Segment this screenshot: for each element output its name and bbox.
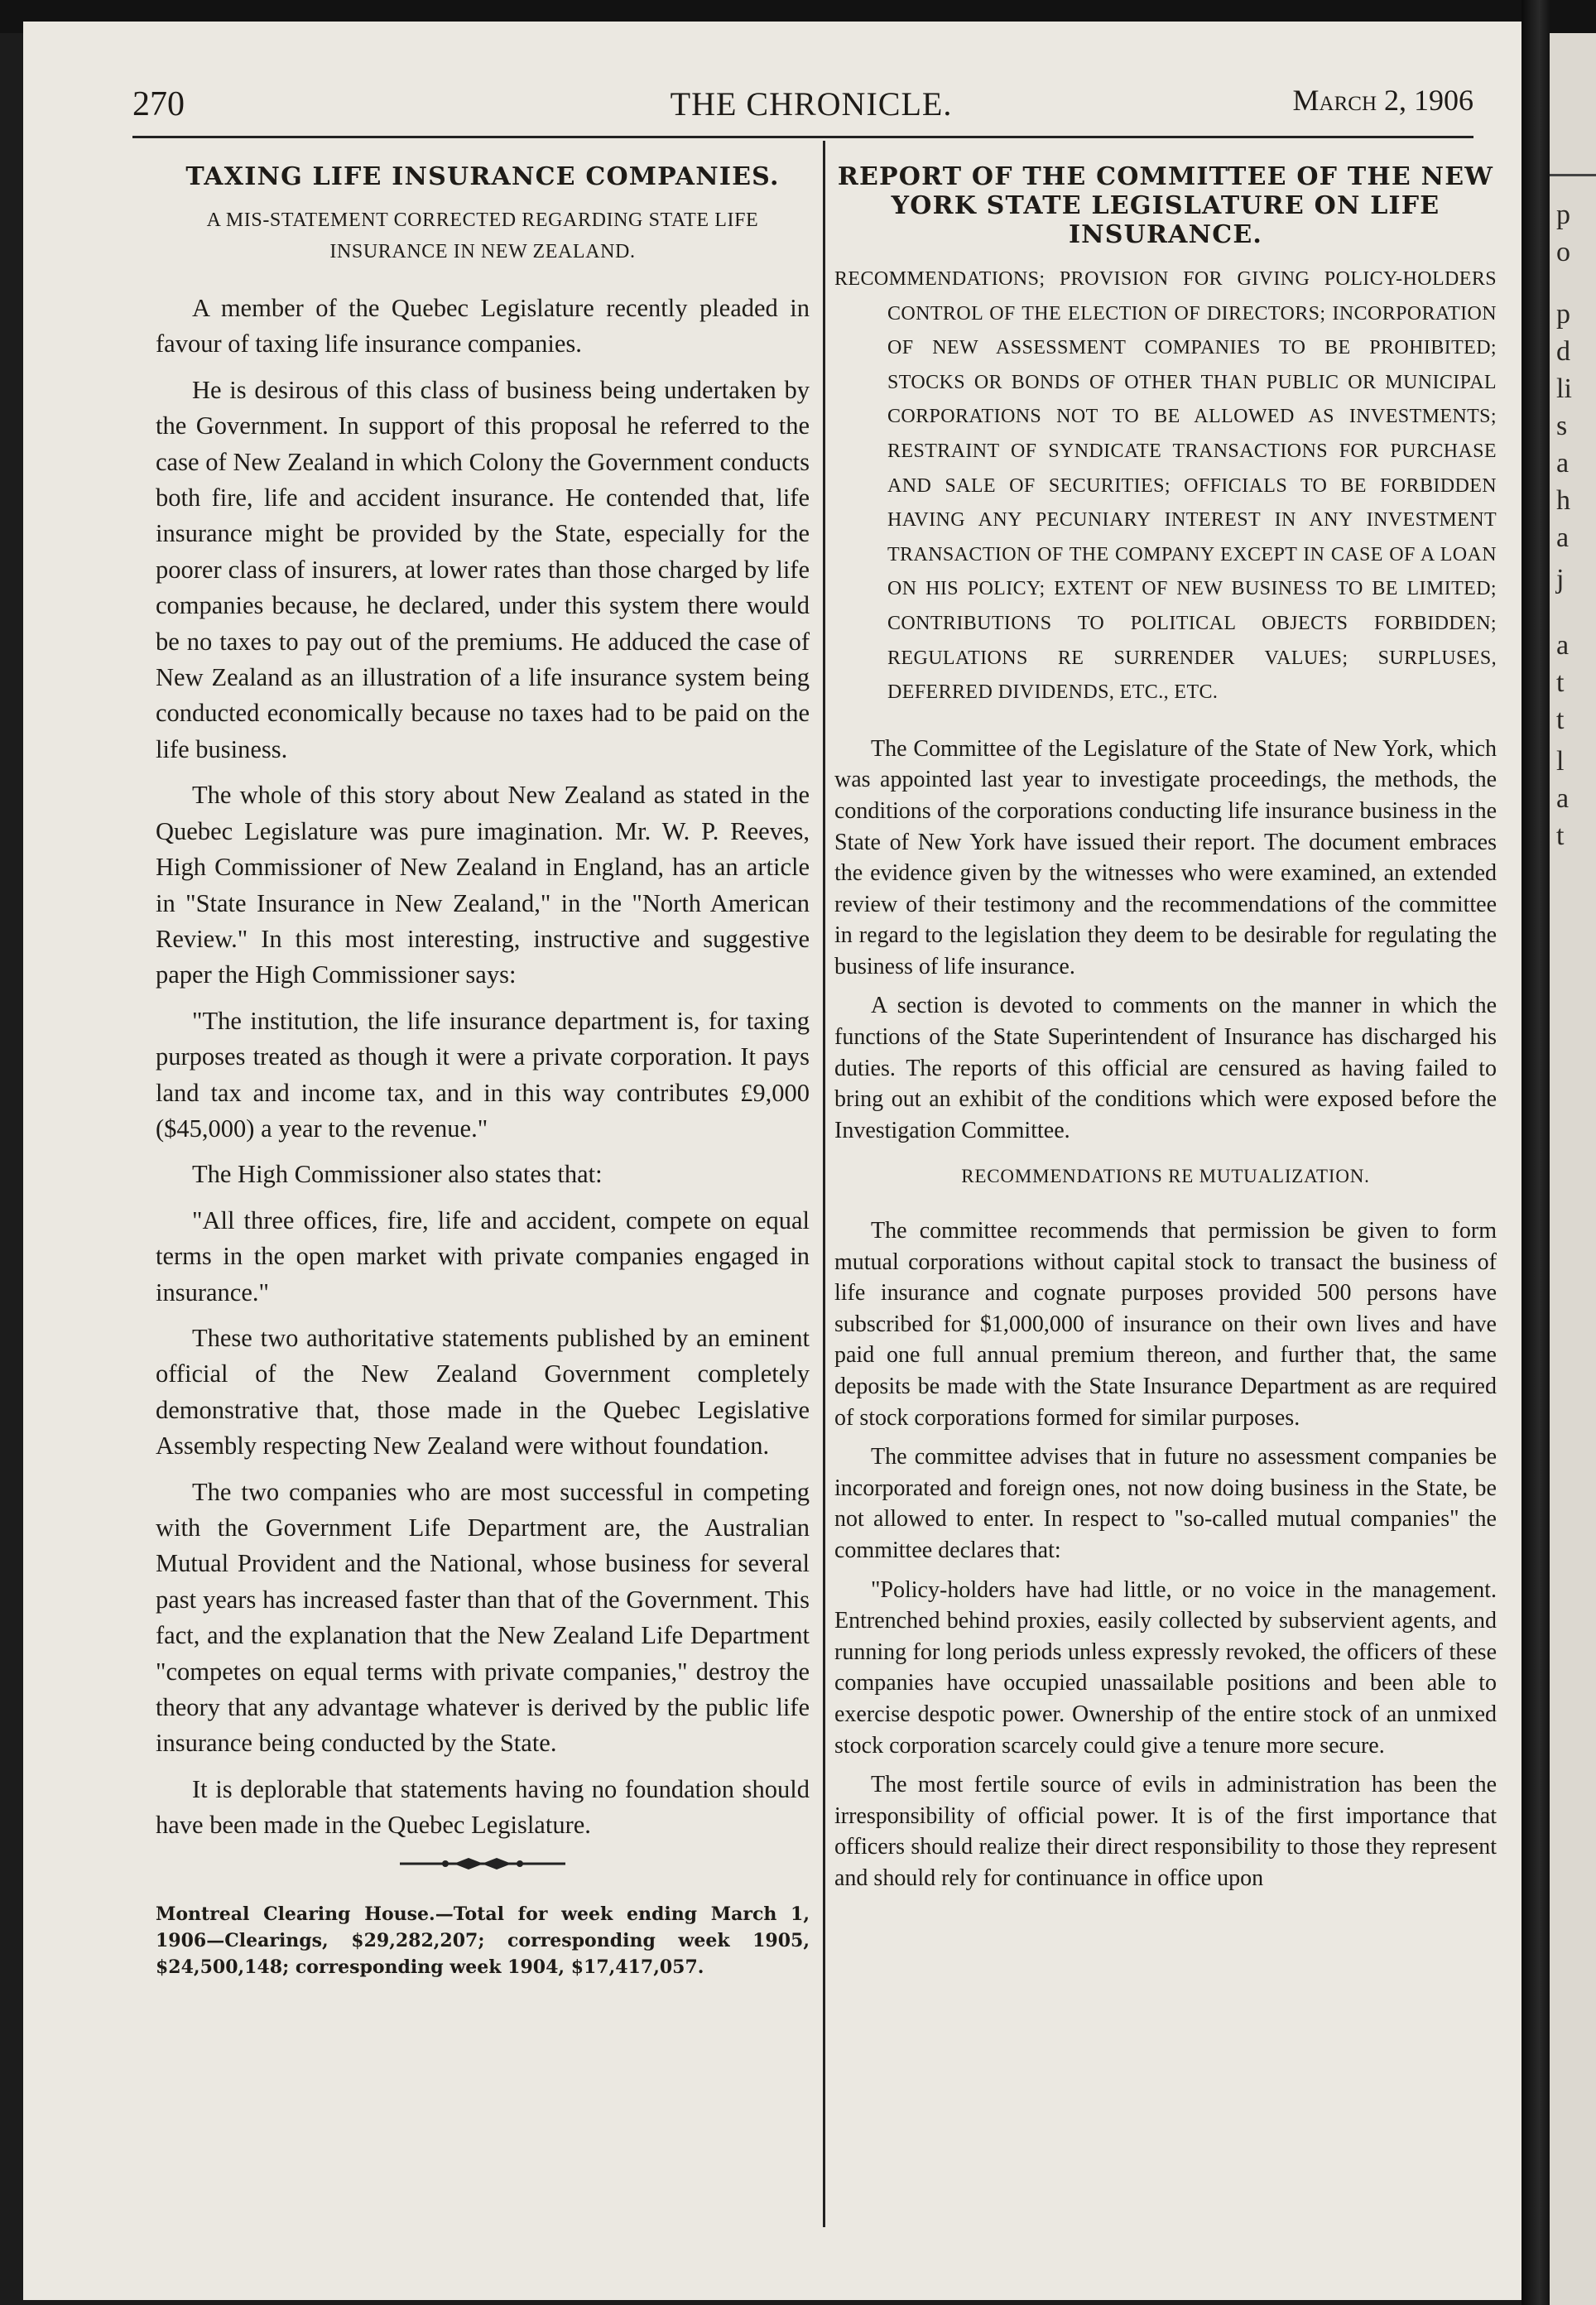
adjacent-page-fragment: t xyxy=(1556,667,1565,698)
right-article-body xyxy=(834,734,1497,1894)
quote-paragraph: "Policy-holders have had little, or no voice in the management. Entrenched behind proxies, easily collected by subservient agents, and running for long periods unless expressly revoked, the officers of these companies have occupied unassailable positions and been able to exercise despotic power. Ownership of the entire stock of an unmixed stock corporation scarcely could give a tenure more secure. xyxy=(834,1576,1497,1759)
right-headline: REPORT OF THE COMMITTEE OF THE NEW YORK STATE LEGISLATURE ON LIFE INSURANCE. xyxy=(837,162,1494,249)
left-headline: TAXING LIFE INSURANCE COMPANIES. xyxy=(185,162,780,191)
adjacent-page-rule xyxy=(1550,174,1596,176)
adjacent-page-fragment: j xyxy=(1556,564,1565,594)
quote-paragraph: "All three offices, fire, life and accident, compete on equal terms in the open market with private companies engaged in insurance." xyxy=(156,1205,810,1306)
section-heading: RECOMMENDATIONS RE MUTUALIZATION. xyxy=(961,1166,1370,1187)
right-column xyxy=(834,162,1497,1903)
header-rule xyxy=(132,136,1473,138)
paragraph: These two authoritative statements published by an eminent official of the New Zealand Government completely demonstrative that, those made in the Quebec Legislative Assembly respecting New Zealand were without foundation. xyxy=(156,1323,810,1460)
publication-title: THE CHRONICLE. xyxy=(670,85,953,123)
paragraph: The committee recommends that permission be given to form mutual corporations without capital stock to transact the business of life insurance and cognate purposes provided 500 persons have subscribed for $1,000,000 of insurance on their own lives and have paid one full annual premium thereon, and further that, the same deposits be made with the State Insurance Department as are required of stock corporations formed for similar purposes. xyxy=(834,1218,1497,1431)
adjacent-page-fragment: p xyxy=(1556,200,1570,230)
adjacent-page-fragment: a xyxy=(1556,522,1570,553)
adjacent-page-fragment: o xyxy=(1556,237,1570,267)
paragraph: It is deplorable that statements having no foundation should have been made in the Quebec Legislature. xyxy=(156,1774,810,1840)
left-column xyxy=(156,162,810,1980)
paragraph: The most fertile source of evils in administration has been the irresponsibility of official power. It is of the first importance that officers should realize their direct responsibility to those they represent and should rely for continuance in office upon xyxy=(834,1772,1497,1891)
running-header xyxy=(132,60,1490,134)
page-number: 270 xyxy=(132,85,185,123)
adjacent-page-fragment: p xyxy=(1556,299,1570,330)
paragraph: The two companies who are most successful in competing with the Government Life Department are, the Australian Mutual Provident and the National, whose business for several past years has increased faster than that of the Government. This fact, and the explanation that the New Zealand Life Department "competes on equal terms with private companies," destroy the theory that any advantage whatever is derived by the public life insurance being conducted by the State. xyxy=(156,1477,810,1758)
left-article-body xyxy=(156,291,810,1844)
adjacent-page-fragment: li xyxy=(1556,373,1572,404)
adjacent-page-fragment: a xyxy=(1556,448,1570,479)
paragraph: He is desirous of this class of business being undertaken by the Government. In support of this proposal he referred to the case of New Zealand in which Colony the Government conducts both fire, life and accident insurance. He contended that, life insurance might be provided by the State, especially for the poorer class of insurers, at lower rates than those charged by life companies because, he declared, under this system there would be no taxes to pay out of the premiums. He adduced the case of New Zealand as an illustration of a life insurance system being conducted economically because no taxes had to be paid on the life business. xyxy=(156,375,810,763)
adjacent-page-fragment: t xyxy=(1556,705,1565,735)
column-divider xyxy=(823,141,825,2227)
adjacent-page-fragment: t xyxy=(1556,820,1565,851)
adjacent-page-edge xyxy=(1550,33,1596,2305)
quote-paragraph: "The institution, the life insurance department is, for taxing purposes treated as though it were a private corporation. It pays land tax and income tax, and in this way contributes £9,000 ($45,000) a year to the revenue." xyxy=(156,1006,810,1143)
left-subhead: A MIS-STATEMENT CORRECTED REGARDING STATE LIFE INSURANCE IN NEW ZEALAND. xyxy=(206,209,759,262)
adjacent-page-fragment: h xyxy=(1556,485,1570,516)
adjacent-page-fragment: a xyxy=(1556,783,1570,814)
adjacent-page-fragment: a xyxy=(1556,630,1570,661)
paragraph: A member of the Quebec Legislature recently pleaded in favour of taxing life insurance companies. xyxy=(156,294,810,359)
adjacent-page-fragment: l xyxy=(1556,746,1565,777)
book-gutter xyxy=(1521,0,1551,2305)
paragraph: A section is devoted to comments on the manner in which the functions of the State Superintendent of Insurance has discharged his duties. The reports of this official are censured as having failed to bring out an exhibit of the conditions which were exposed before the Investigation Committee. xyxy=(834,993,1497,1143)
ornament-divider xyxy=(156,1855,810,1876)
adjacent-page-fragment: d xyxy=(1556,336,1570,367)
right-summary: RECOMMENDATIONS; PROVISION FOR GIVING POLICY-HOLDERS CONTROL OF THE ELECTION OF DIRECTORS; INCORPORATION OF NEW ASSESSMENT COMPANIES TO BE PROHIBITED; STOCKS OR BONDS OF OTHER THAN PUBLIC OR MUNICIPAL CORPORATIONS NOT TO BE ALLOWED AS INVESTMENTS; RESTRAINT OF SYNDICATE TRANSACTIONS FOR PURCHASE AND SALE OF SECURITIES; OFFICIALS TO BE FORBIDDEN HAVING ANY PECUNIARY INTEREST IN ANY INVESTMENT TRANSACTION OF THE COMPANY EXCEPT IN CASE OF A LOAN ON HIS POLICY; EXTENT OF NEW BUSINESS TO BE LIMITED; CONTRIBUTIONS TO POLITICAL OBJECTS FORBIDDEN; REGULATIONS RE SURRENDER VALUES; SURPLUSES, DEFERRED DIVIDENDS, ETC., ETC. xyxy=(834,268,1497,704)
issue-date: March 2, 1906 xyxy=(1292,84,1473,117)
paragraph: The Committee of the Legislature of the State of New York, which was appointed last year to investigate proceedings, the methods, the conditions of the corporations conducting life insurance business in the State of New York have issued their report. The document embraces the evidence given by the witnesses who were examined, an extended review of their testimony and the recommendations of the committee in regard to the legislation they deem to be desirable for regulating the business of life insurance. xyxy=(834,735,1497,979)
paragraph: The committee advises that in future no assessment companies be incorporated and foreign ones, not now doing business in the State, be not allowed to enter. In respect to "so-called mutual companies" the committee declares that: xyxy=(834,1444,1497,1563)
clearing-house-note: Montreal Clearing House.—Total for week ending March 1, 1906—Clearings, $29,282,207; corresponding week 1905, $24,500,148; corresponding week 1904, $17,417,057. xyxy=(156,1903,810,1978)
paragraph: The High Commissioner also states that: xyxy=(192,1160,603,1189)
adjacent-page-fragment: s xyxy=(1556,411,1568,441)
paragraph: The whole of this story about New Zealand as stated in the Quebec Legislature was pure imagination. Mr. W. P. Reeves, High Commissioner of New Zealand in England, has an article in "State Insurance in New Zealand," in the "North American Review." In this most interesting, instructive and suggestive paper the High Commissioner says: xyxy=(156,781,810,989)
